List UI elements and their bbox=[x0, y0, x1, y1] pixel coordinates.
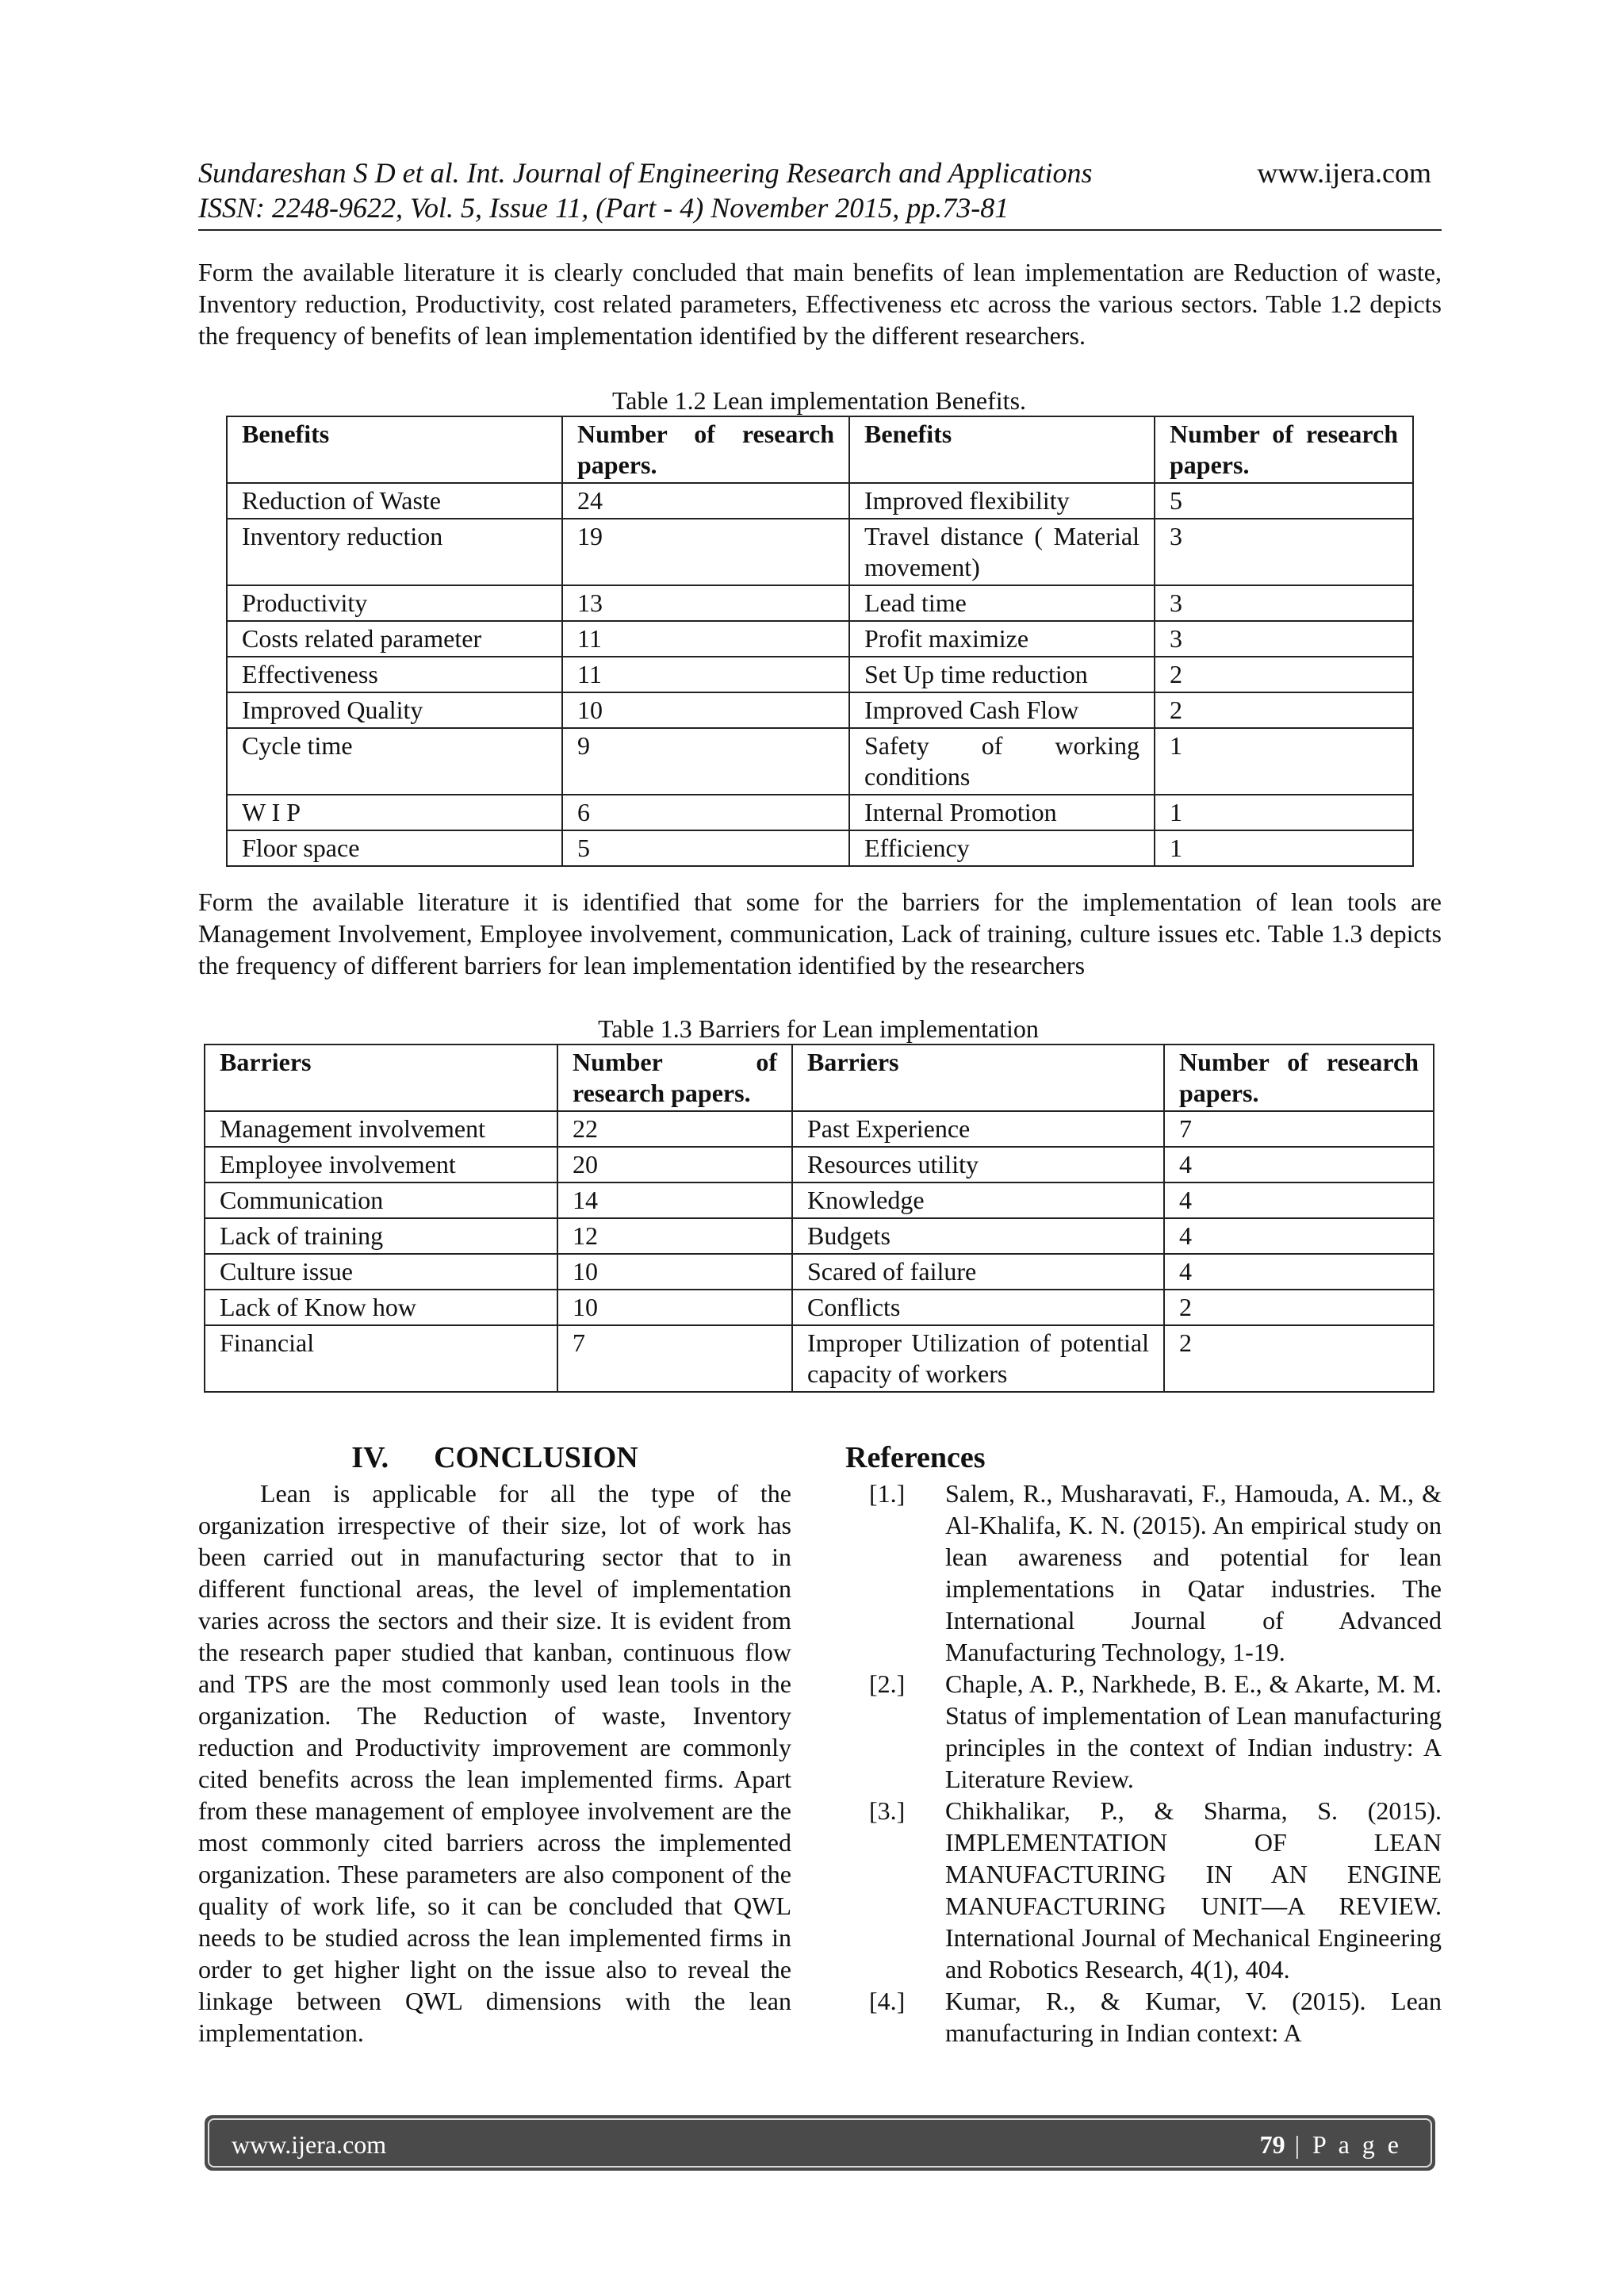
table-row bbox=[205, 1182, 1434, 1218]
table-cell: 10 bbox=[562, 692, 849, 728]
table-row bbox=[227, 621, 1413, 657]
table-cell: 10 bbox=[557, 1290, 792, 1325]
table-benefits-caption: Table 1.2 Lean implementation Benefits. bbox=[611, 386, 1027, 415]
table-cell: 14 bbox=[557, 1182, 792, 1218]
journal-citation: Sundareshan S D et al. Int. Journal of Engineering Research and Applications bbox=[198, 157, 1093, 189]
table-cell: Efficiency bbox=[849, 830, 1155, 866]
table-cell: Communication bbox=[205, 1182, 557, 1218]
table-cell: Floor space bbox=[227, 830, 562, 866]
barriers-column-header: Number of research papers. bbox=[557, 1045, 792, 1111]
table-cell: Employee involvement bbox=[205, 1147, 557, 1182]
barriers-table-body bbox=[205, 1045, 1434, 1392]
table-cell: 7 bbox=[557, 1325, 792, 1392]
reference-number: [2.] bbox=[869, 1669, 906, 1698]
table-cell: 19 bbox=[562, 519, 849, 585]
reference-text: Chaple, A. P., Narkhede, B. E., & Akarte, M. M. Status of implementation of Lean manufacturing principles in the context of Indian industry: A Literature Review. bbox=[945, 1669, 1442, 1793]
journal-header bbox=[198, 155, 1093, 225]
table-cell: 3 bbox=[1155, 519, 1413, 585]
table-row bbox=[205, 1325, 1434, 1392]
table-cell: Improved Quality bbox=[227, 692, 562, 728]
reference-text: Chikhalikar, P., & Sharma, S. (2015). IMPLEMENTATION OF LEAN MANUFACTURING IN AN ENGINE MANUFACTURING UNIT—A REVIEW. International Journal of Mechanical Engineering and Robotics Research, 4(1), 404. bbox=[945, 1796, 1442, 1984]
table-cell: Lack of Know how bbox=[205, 1290, 557, 1325]
table-cell: Financial bbox=[205, 1325, 557, 1392]
table-cell: Improved Cash Flow bbox=[849, 692, 1155, 728]
reference-item bbox=[845, 1478, 1442, 1668]
table-cell: Cycle time bbox=[227, 728, 562, 795]
table-cell: W I P bbox=[227, 795, 562, 830]
table-cell: 4 bbox=[1164, 1147, 1434, 1182]
table-cell: 20 bbox=[557, 1147, 792, 1182]
table-cell: 5 bbox=[562, 830, 849, 866]
barriers-table bbox=[204, 1044, 1434, 1393]
table-cell: Budgets bbox=[792, 1218, 1164, 1254]
table-cell: 9 bbox=[562, 728, 849, 795]
table-cell: 4 bbox=[1164, 1182, 1434, 1218]
table-cell: 24 bbox=[562, 483, 849, 519]
table-cell: 4 bbox=[1164, 1218, 1434, 1254]
table-cell: Productivity bbox=[227, 585, 562, 621]
table-cell: 4 bbox=[1164, 1254, 1434, 1290]
table-cell: Set Up time reduction bbox=[849, 657, 1155, 692]
table-cell: Conflicts bbox=[792, 1290, 1164, 1325]
reference-item bbox=[845, 1795, 1442, 1985]
reference-item bbox=[845, 1668, 1442, 1795]
table-cell: 2 bbox=[1164, 1325, 1434, 1392]
reference-text: Salem, R., Musharavati, F., Hamouda, A. M., & Al-Khalifa, K. N. (2015). An empirical study on lean awareness and potential for lean implementations in Qatar industries. The International Journal of Advanced Manufacturing Technology, 1-19. bbox=[945, 1479, 1442, 1666]
table-cell: Management involvement bbox=[205, 1111, 557, 1147]
benefits-table-body bbox=[227, 416, 1413, 866]
table-cell: 7 bbox=[1164, 1111, 1434, 1147]
table-cell: Improper Utilization of potential capacity of workers bbox=[792, 1325, 1164, 1392]
references-list bbox=[845, 1478, 1442, 2049]
table-cell: Scared of failure bbox=[792, 1254, 1164, 1290]
barriers-column-header: Barriers bbox=[792, 1045, 1164, 1111]
footer-page-indicator bbox=[1260, 2120, 1402, 2169]
table-cell: Profit maximize bbox=[849, 621, 1155, 657]
reference-item bbox=[845, 1985, 1442, 2049]
reference-text: Kumar, R., & Kumar, V. (2015). Lean manufacturing in Indian context: A bbox=[945, 1987, 1442, 2047]
barriers-column-header: Number of research papers. bbox=[1164, 1045, 1434, 1111]
benefits-column-header: Number of research papers. bbox=[1155, 416, 1413, 483]
table-cell: 6 bbox=[562, 795, 849, 830]
page-footer bbox=[205, 2115, 1435, 2171]
table-row bbox=[227, 585, 1413, 621]
benefits-intro-paragraph: Form the available literature it is clearly concluded that main benefits of lean implementation are Reduction of waste, Inventory reduction, Productivity, cost related parameters, Effectiveness etc across the various sectors. Table 1.2 depicts the frequency of benefits of lean implementation identified by the different researchers. bbox=[198, 258, 1442, 350]
reference-number: [3.] bbox=[869, 1796, 906, 1825]
benefits-column-header: Benefits bbox=[849, 416, 1155, 483]
page-label: | P a g e bbox=[1285, 2130, 1402, 2159]
footer-frame bbox=[208, 2118, 1432, 2168]
benefits-table bbox=[226, 416, 1414, 867]
reference-number: [1.] bbox=[869, 1479, 906, 1508]
table-cell: 10 bbox=[557, 1254, 792, 1290]
conclusion-heading: IV. CONCLUSION bbox=[351, 1441, 638, 1474]
table-cell: Safety of working conditions bbox=[849, 728, 1155, 795]
reference-number: [4.] bbox=[869, 1987, 906, 2015]
table-cell: 2 bbox=[1164, 1290, 1434, 1325]
table-row bbox=[205, 1254, 1434, 1290]
table-cell: Travel distance ( Material movement) bbox=[849, 519, 1155, 585]
table-cell: 2 bbox=[1155, 692, 1413, 728]
table-cell: 22 bbox=[557, 1111, 792, 1147]
table-cell: Effectiveness bbox=[227, 657, 562, 692]
table-cell: 11 bbox=[562, 657, 849, 692]
table-cell: Improved flexibility bbox=[849, 483, 1155, 519]
table-row bbox=[227, 519, 1413, 585]
table-cell: Resources utility bbox=[792, 1147, 1164, 1182]
table-cell: 1 bbox=[1155, 830, 1413, 866]
table-cell: Inventory reduction bbox=[227, 519, 562, 585]
table-cell: Lead time bbox=[849, 585, 1155, 621]
table-row bbox=[227, 657, 1413, 692]
table-cell: Lack of training bbox=[205, 1218, 557, 1254]
conclusion-text: Lean is applicable for all the type of the organization irrespective of their size, lot of work has been carried out in manufacturing sector that to in different functional areas, the level of implementation varies across the sectors and their size. It is evident from the research paper studied that kanban, continuous flow and TPS are the most commonly used lean tools in the organization. The Reduction of waste, Inventory reduction and Productivity improvement are commonly cited benefits across the lean implemented firms. Apart from these management of employee involvement are the most commonly cited barriers across the implemented organization. These parameters are also component of the quality of work life, so it can be concluded that QWL needs to be studied across the lean implemented firms in order to get higher light on the issue also to reveal the linkage between QWL dimensions with the lean implementation. bbox=[198, 1479, 791, 2047]
table-barriers-caption: Table 1.3 Barriers for Lean implementation bbox=[598, 1014, 1039, 1043]
table-cell: Internal Promotion bbox=[849, 795, 1155, 830]
barriers-header-row bbox=[205, 1045, 1434, 1111]
table-cell: Reduction of Waste bbox=[227, 483, 562, 519]
table-cell: 5 bbox=[1155, 483, 1413, 519]
table-cell: Knowledge bbox=[792, 1182, 1164, 1218]
table-cell: 2 bbox=[1155, 657, 1413, 692]
table-cell: 12 bbox=[557, 1218, 792, 1254]
header-divider bbox=[198, 229, 1442, 231]
table-cell: 11 bbox=[562, 621, 849, 657]
header-site-link[interactable]: www.ijera.com bbox=[1257, 157, 1431, 189]
table-cell: 1 bbox=[1155, 795, 1413, 830]
table-row bbox=[205, 1111, 1434, 1147]
table-row bbox=[227, 795, 1413, 830]
table-row bbox=[227, 692, 1413, 728]
table-cell: Culture issue bbox=[205, 1254, 557, 1290]
table-row bbox=[227, 728, 1413, 795]
footer-site-link[interactable]: www.ijera.com bbox=[232, 2130, 387, 2159]
page-number: 79 bbox=[1259, 2130, 1285, 2159]
table-row bbox=[205, 1290, 1434, 1325]
table-cell: 1 bbox=[1155, 728, 1413, 795]
references-section bbox=[845, 1439, 1442, 2049]
barriers-intro-paragraph: Form the available literature it is identified that some for the barriers for the implementation of lean tools are Management Involvement, Employee involvement, communication, Lack of training, culture issues etc. Table 1.3 depicts the frequency of different barriers for lean implementation identified by the researchers bbox=[198, 887, 1442, 979]
table-row bbox=[205, 1218, 1434, 1254]
barriers-column-header: Barriers bbox=[205, 1045, 557, 1111]
table-row bbox=[205, 1147, 1434, 1182]
journal-issn: ISSN: 2248-9622, Vol. 5, Issue 11, (Part - 4) November 2015, pp.73-81 bbox=[198, 192, 1009, 224]
table-cell: Past Experience bbox=[792, 1111, 1164, 1147]
table-row bbox=[227, 830, 1413, 866]
table-cell: 13 bbox=[562, 585, 849, 621]
table-cell: 3 bbox=[1155, 621, 1413, 657]
table-cell: 3 bbox=[1155, 585, 1413, 621]
references-heading: References bbox=[845, 1441, 986, 1474]
conclusion-section bbox=[198, 1439, 791, 2049]
benefits-header-row bbox=[227, 416, 1413, 483]
benefits-column-header: Number of research papers. bbox=[562, 416, 849, 483]
benefits-column-header: Benefits bbox=[227, 416, 562, 483]
table-cell: Costs related parameter bbox=[227, 621, 562, 657]
table-row bbox=[227, 483, 1413, 519]
